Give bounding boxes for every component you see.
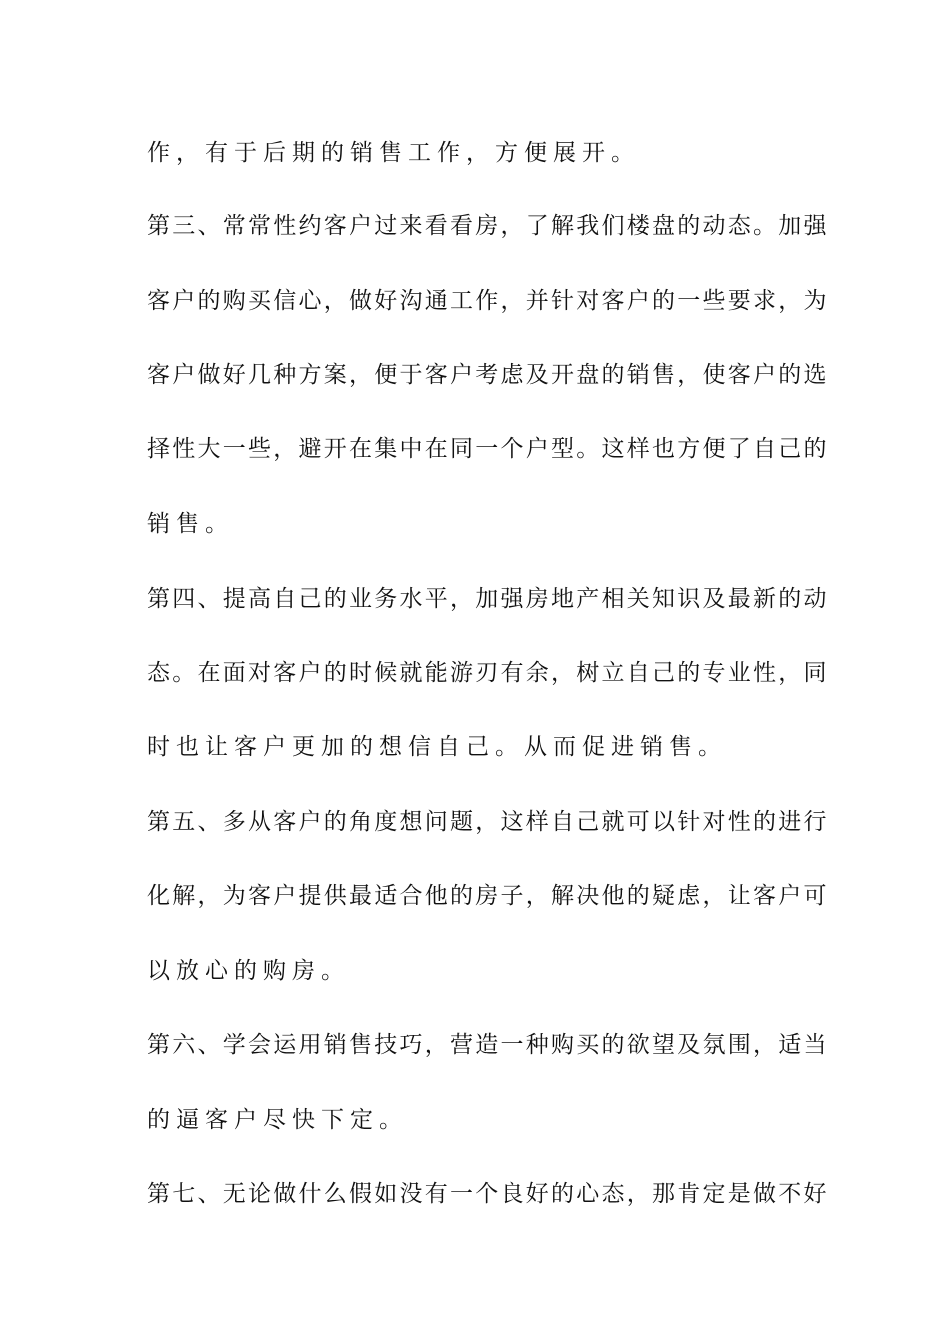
paragraph-line: 时也让客户更加的想信自己。从而促进销售。 [147, 734, 727, 760]
paragraph-line: 第五、多从客户的角度想问题，这样自己就可以针对性的进行 [147, 809, 827, 835]
paragraph-line: 择性大一些，避开在集中在同一个户型。这样也方便了自己的 [147, 436, 827, 462]
paragraph-line: 第四、提高自己的业务水平，加强房地产相关知识及最新的动 [147, 586, 827, 612]
paragraph-line: 客户的购买信心，做好沟通工作，并针对客户的一些要求，为 [147, 288, 827, 314]
paragraph-line: 第七、无论做什么假如没有一个良好的心态，那肯定是做不好 [147, 1181, 827, 1207]
paragraph-line: 化解，为客户提供最适合他的房子，解决他的疑虑，让客户可 [147, 883, 827, 909]
paragraph-line: 态。在面对客户的时候就能游刃有余，树立自己的专业性，同 [147, 660, 827, 686]
paragraph-line: 以放心的购房。 [147, 958, 350, 984]
paragraph-line: 第六、学会运用销售技巧，营造一种购买的欲望及氛围，适当 [147, 1032, 827, 1058]
paragraph-line: 销售。 [147, 511, 234, 537]
paragraph-line: 作，有于后期的销售工作，方便展开。 [147, 140, 640, 166]
paragraph-line: 客户做好几种方案，便于客户考虑及开盘的销售，使客户的选 [147, 362, 827, 388]
paragraph-line: 第三、常常性约客户过来看看房，了解我们楼盘的动态。加强 [147, 213, 827, 239]
paragraph-line: 的逼客户尽快下定。 [147, 1107, 408, 1133]
